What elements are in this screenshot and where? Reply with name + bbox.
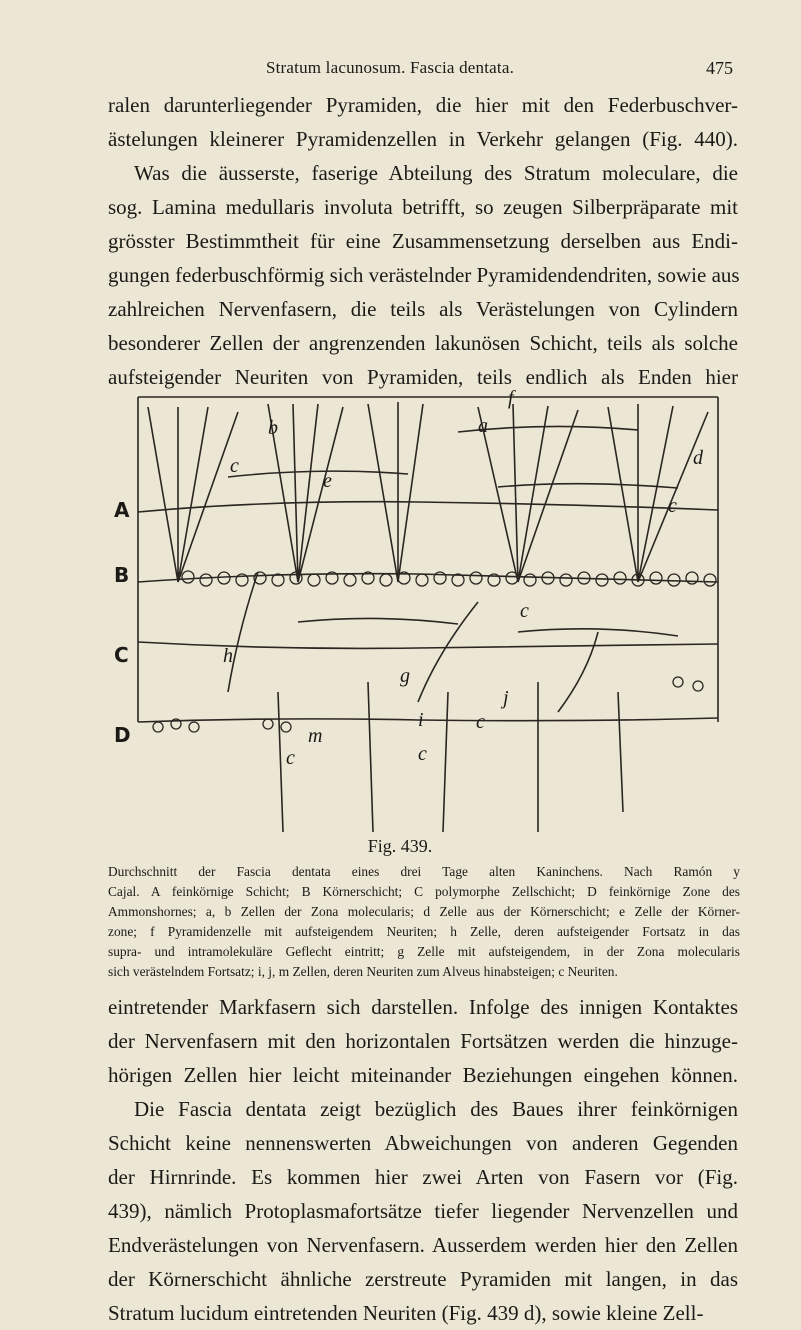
paragraph-top bbox=[108, 88, 738, 394]
text-line: der Hirnrinde. Es kommen hier zwei Arten von Fasern vor (Fig. bbox=[108, 1165, 738, 1189]
figure-439-illustration bbox=[114, 387, 738, 832]
dendrite-fan-4 bbox=[478, 404, 578, 582]
caption-line: supra- und intramolekuläre Geflecht eintritt; g Zelle mit aufsteigendem, in der Zona molecularis bbox=[108, 944, 740, 959]
label-g: g bbox=[400, 665, 410, 687]
horizontal-fibre-4 bbox=[298, 618, 458, 624]
dendrite-fan-5 bbox=[608, 404, 708, 582]
label-h: h bbox=[223, 645, 233, 667]
text-line: 439), nämlich Protoplasmafortsätze tiefer liegender Nervenzellen und bbox=[108, 1199, 738, 1223]
text-line: Endverästelungen von Nervenfasern. Ausserdem werden hier den Zellen bbox=[108, 1233, 738, 1257]
horizontal-fibre-1 bbox=[228, 471, 408, 477]
text-line: Was die äusserste, faserige Abteilung des Stratum moleculare, die bbox=[134, 161, 738, 185]
ascending-neurite-1 bbox=[228, 572, 258, 692]
text-line: sog. Lamina medullaris involuta betrifft, so zeugen Silberpräparate mit bbox=[108, 195, 738, 219]
label-d: d bbox=[693, 447, 703, 469]
layer-label-c: C bbox=[114, 643, 129, 667]
layer-label-d: D bbox=[114, 723, 131, 747]
layer-label-a: A bbox=[114, 498, 130, 522]
axon-1 bbox=[278, 692, 283, 832]
label-m: m bbox=[308, 725, 323, 747]
caption-line: zone; f Pyramidenzelle mit aufsteigendem Neuriten; h Zelle, deren aufsteigender Fortsatz in das bbox=[108, 924, 740, 939]
text-line: der Körnerschicht ähnliche zerstreute Pyramiden mit langen, in das bbox=[108, 1267, 738, 1291]
ascending-neurite-2 bbox=[418, 602, 478, 702]
dendrite-fan-2 bbox=[268, 404, 343, 582]
dendrite-fan-1 bbox=[148, 407, 238, 582]
label-c-4: c bbox=[476, 711, 485, 733]
label-e: e bbox=[323, 470, 332, 492]
axon-5 bbox=[618, 692, 623, 812]
paragraph-bottom bbox=[108, 990, 738, 1330]
layer-label-b: B bbox=[114, 563, 130, 587]
label-c-5: c bbox=[286, 747, 295, 769]
running-title: Stratum lacunosum. Fascia dentata. bbox=[265, 58, 515, 77]
lower-cell-row bbox=[153, 677, 703, 732]
figure-caption bbox=[108, 862, 740, 982]
label-c-6: c bbox=[418, 743, 427, 765]
text-line: ästelungen kleinerer Pyramidenzellen in Verkehr gelangen (Fig. 440). bbox=[108, 127, 738, 151]
text-line: ralen darunterliegender Pyramiden, die hier mit den Federbuschver- bbox=[108, 93, 738, 117]
text-line: zahlreichen Nervenfasern, die teils als Verästelungen von Cylindern bbox=[108, 297, 738, 321]
page-number: 475 bbox=[706, 58, 733, 78]
caption-line: Cajal. A feinkörnige Schicht; B Körnerschicht; C polymorphe Zellschicht; D feinkörnige Zone des bbox=[108, 884, 740, 899]
label-c-3: c bbox=[520, 600, 529, 622]
axon-3 bbox=[443, 692, 448, 832]
label-c-1: c bbox=[230, 455, 239, 477]
neuron-drawing bbox=[114, 387, 738, 832]
horizontal-fibre-3 bbox=[498, 484, 678, 488]
layer-boundary-d bbox=[138, 718, 718, 722]
caption-line: Ammonshornes; a, b Zellen der Zona molecularis; d Zelle aus der Körnerschicht; e Zelle der Körner- bbox=[108, 904, 740, 919]
text-line: hörigen Zellen hier leicht miteinander Beziehungen eingehen können. bbox=[108, 1063, 738, 1087]
text-line: grösster Bestimmtheit für eine Zusammensetzung derselben aus Endi- bbox=[108, 229, 738, 253]
ascending-neurite-3 bbox=[558, 632, 598, 712]
text-line: besonderer Zellen der angrenzenden lakunösen Schicht, teils als solche bbox=[108, 331, 738, 355]
caption-line: sich verästelndem Fortsatz; i, j, m Zellen, deren Neuriten zum Alveus hinabsteigen; c Neuriten. bbox=[108, 964, 618, 979]
text-line: Die Fascia dentata zeigt bezüglich des Baues ihrer feinkörnigen bbox=[134, 1097, 738, 1121]
dendrite-fan-3 bbox=[368, 402, 423, 582]
text-line: Schicht keine nennenswerten Abweichungen von anderen Gegenden bbox=[108, 1131, 738, 1155]
axon-2 bbox=[368, 682, 373, 832]
caption-line: Durchschnitt der Fascia dentata eines drei Tage alten Kaninchens. Nach Ramón y bbox=[108, 864, 740, 879]
text-line: eintretender Markfasern sich darstellen. Infolge des innigen Kontaktes bbox=[108, 995, 738, 1019]
label-i: i bbox=[418, 709, 424, 731]
label-f: f bbox=[508, 387, 514, 409]
text-line: Stratum lucidum eintretenden Neuriten (Fig. 439 d), sowie kleine Zell- bbox=[108, 1301, 704, 1325]
label-j: j bbox=[503, 687, 509, 709]
text-line: der Nervenfasern mit den horizontalen Fortsätzen werden die hinzuge- bbox=[108, 1029, 738, 1053]
figure-label: Fig. 439. bbox=[367, 836, 433, 856]
layer-boundary-a bbox=[138, 502, 718, 512]
label-c-2: c bbox=[668, 495, 677, 517]
text-line: aufsteigender Neuriten von Pyramiden, teils endlich als Enden hier bbox=[108, 365, 738, 389]
label-b: b bbox=[268, 417, 278, 439]
text-line: gungen federbuschförmig sich verästelnder Pyramidendendriten, sowie aus bbox=[108, 263, 740, 287]
label-a: a bbox=[478, 415, 488, 437]
